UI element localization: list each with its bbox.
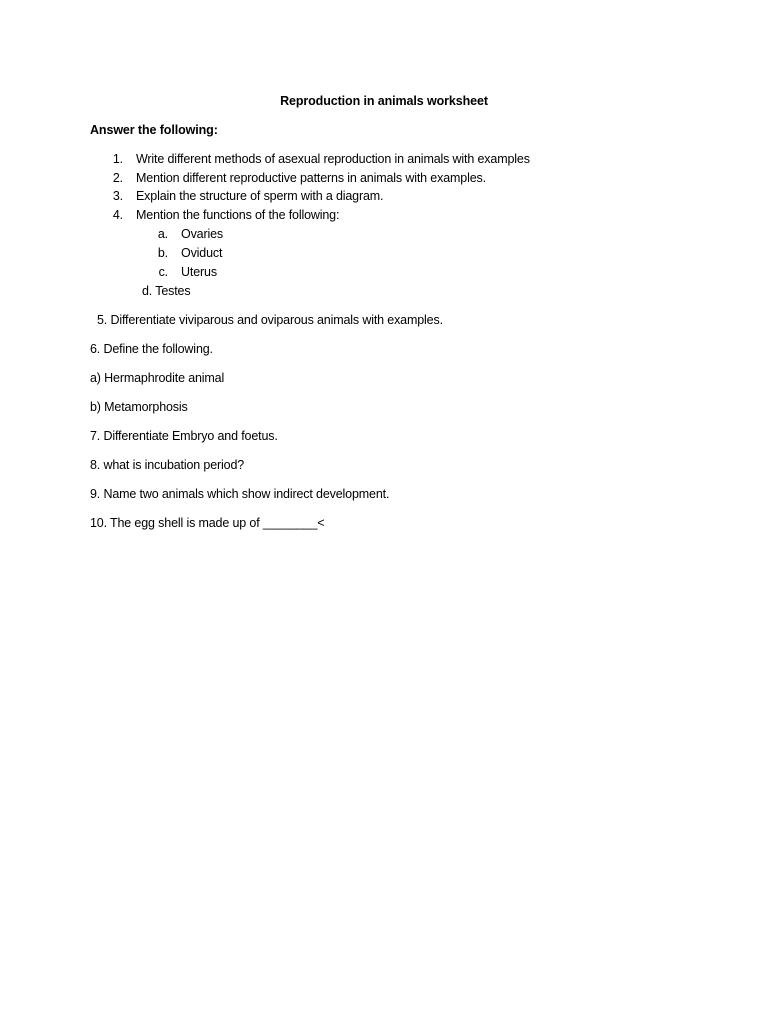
sub-list-item-text: Oviduct bbox=[181, 246, 223, 260]
list-item-text: Mention the functions of the following: bbox=[136, 208, 340, 222]
list-item-text: Write different methods of asexual reproduction in animals with examples bbox=[136, 152, 530, 166]
question-6a: a) Hermaphrodite animal bbox=[90, 371, 225, 385]
list-item-text: Mention different reproductive patterns in animals with examples. bbox=[136, 171, 486, 185]
sub-list-marker: b. bbox=[157, 246, 168, 260]
question-6b: b) Metamorphosis bbox=[90, 400, 188, 414]
sub-list-item-d: d. Testes bbox=[142, 284, 191, 298]
sub-list-item-text: Uterus bbox=[181, 265, 217, 279]
question-5: 5. Differentiate viviparous and oviparous animals with examples. bbox=[97, 313, 443, 327]
list-marker: 3. bbox=[112, 189, 123, 203]
list-marker: 1. bbox=[112, 152, 123, 166]
list-marker: 2. bbox=[112, 171, 123, 185]
sub-list-marker: c. bbox=[158, 265, 168, 279]
sub-list-marker: a. bbox=[157, 227, 168, 241]
worksheet-title: Reproduction in animals worksheet bbox=[280, 94, 488, 108]
question-6: 6. Define the following. bbox=[90, 342, 213, 356]
question-9: 9. Name two animals which show indirect development. bbox=[90, 487, 390, 501]
sub-list-item-text: Ovaries bbox=[181, 227, 224, 241]
list-item-text: Explain the structure of sperm with a diagram. bbox=[136, 189, 384, 203]
question-7: 7. Differentiate Embryo and foetus. bbox=[90, 429, 278, 443]
question-8: 8. what is incubation period? bbox=[90, 458, 245, 472]
list-marker: 4. bbox=[112, 208, 123, 222]
question-10: 10. The egg shell is made up of ________< bbox=[90, 516, 325, 530]
instructions-heading: Answer the following: bbox=[90, 123, 218, 137]
